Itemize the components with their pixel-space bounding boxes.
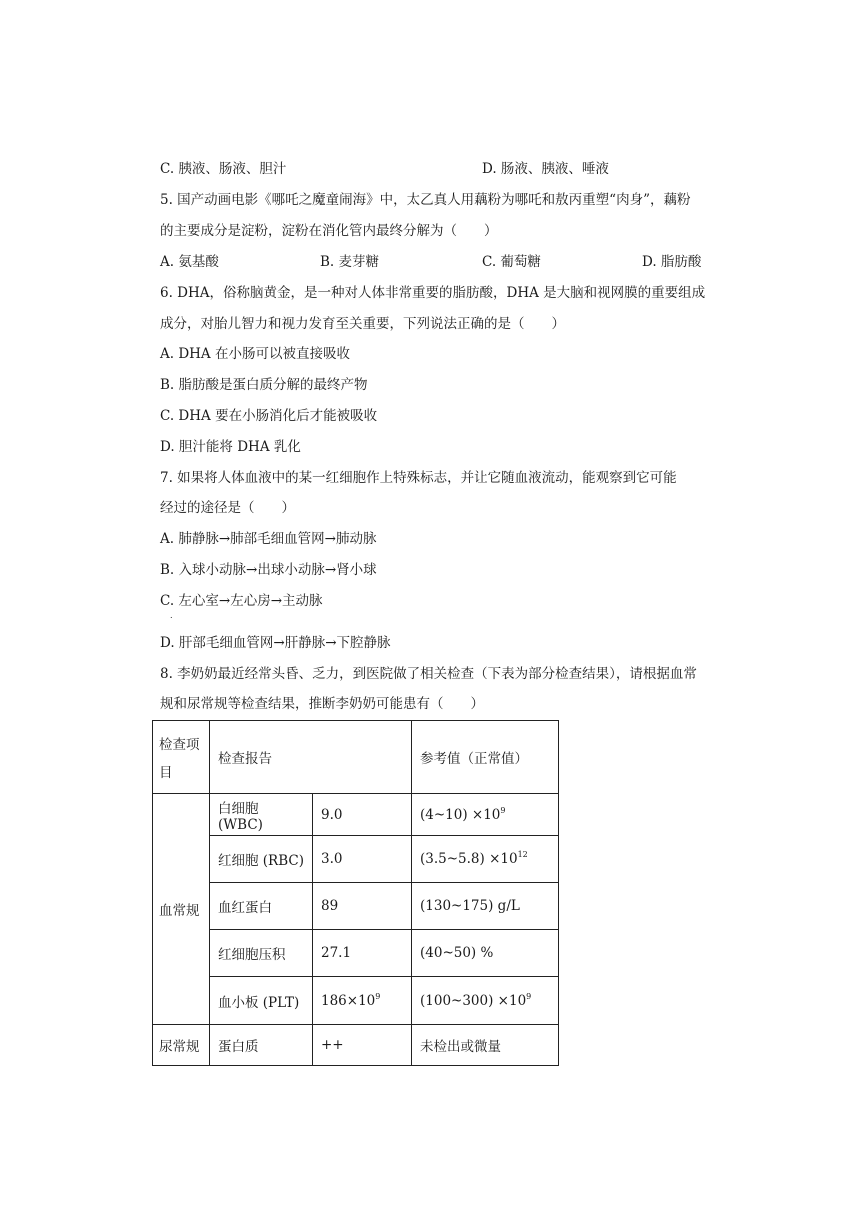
q6-option-a: A. DHA 在小肠可以被直接吸收 [160,346,350,362]
q4-option-d: D. 肠液、胰液、唾液 [482,161,609,177]
q7-option-d: D. 肝部毛细血管网→肝静脉→下腔静脉 [160,635,391,651]
ref-exponent: 12 [517,850,528,859]
q6-option-c: C. DHA 要在小肠消化后才能被吸收 [160,408,378,424]
exam-results-table [152,720,559,1066]
table-row [153,977,559,1025]
q4-option-c: C. 胰液、肠液、胆汁 [160,161,287,177]
table-row [153,836,559,883]
q8-stem-line2: 规和尿常规等检查结果，推断李奶奶可能患有（ ） [160,696,484,712]
ref-text: (3.5~5.8) ×10 [420,851,518,867]
header-item-line1: 检查项 [159,737,200,753]
q5-stem-line2: 的主要成分是淀粉，淀粉在消化管内最终分解为（ ） [160,223,498,239]
stray-mark: . [170,611,173,620]
header-reference-cell: 参考值（正常值） [412,721,559,794]
header-item-line2: 目 [159,765,173,781]
row-name-plt: 血小板 (PLT) [210,977,313,1025]
q5-option-c: C. 葡萄糖 [482,254,541,270]
row-name-protein: 蛋白质 [210,1025,313,1066]
row-name-hemoglobin: 血红蛋白 [210,883,313,930]
q7-stem-line1: 7. 如果将人体血液中的某一红细胞作上特殊标志，并让它随血液流动，能观察到它可能 [160,470,677,486]
table-row [153,794,559,836]
ref-text: (100~300) ×10 [420,992,527,1009]
row-value-plt [313,977,412,1025]
table-row [153,883,559,930]
ref-text: (4~10) ×10 [420,806,501,823]
row-name-hematocrit: 红细胞压积 [210,930,313,977]
q5-option-a: A. 氨基酸 [160,254,219,270]
row-ref-rbc [412,836,559,883]
q5-option-d: D. 脂肪酸 [642,254,702,270]
q6-stem-line2: 成分，对胎儿智力和视力发育至关重要，下列说法正确的是（ ） [160,316,565,332]
row-ref-plt [412,977,559,1025]
row-ref-protein: 未检出或微量 [412,1025,559,1066]
table-row [153,1025,559,1066]
row-ref-wbc [412,794,559,836]
header-item-cell [153,721,210,794]
row-value-hemoglobin: 89 [313,883,412,930]
q7-option-a: A. 肺静脉→肺部毛细血管网→肺动脉 [160,531,377,547]
table-row [153,930,559,977]
value-exponent: 9 [375,991,381,1001]
row-value-rbc: 3.0 [313,836,412,883]
ref-exponent: 9 [500,805,506,815]
row-ref-hemoglobin: (130~175) g/L [412,883,559,930]
blood-routine-group: 血常规 [153,794,210,1025]
ref-exponent: 9 [526,991,532,1001]
q7-option-c: C. 左心室→左心房→主动脉 [160,593,323,609]
value-text: 186×10 [321,992,376,1009]
row-name-rbc: 红细胞 (RBC) [210,836,313,883]
row-value-protein: ++ [313,1025,412,1066]
q5-option-b: B. 麦芽糖 [320,254,380,270]
row-value-wbc: 9.0 [313,794,412,836]
q6-option-d: D. 胆汁能将 DHA 乳化 [160,439,301,455]
q7-stem-line2: 经过的途径是（ ） [160,500,295,516]
table-header-row [153,721,559,794]
urine-routine-group: 尿常规 [153,1025,210,1066]
q8-stem-line1: 8. 李奶奶最近经常头昏、乏力，到医院做了相关检查（下表为部分检查结果），请根据血常 [160,666,697,682]
row-value-hematocrit: 27.1 [313,930,412,977]
q6-option-b: B. 脂肪酸是蛋白质分解的最终产物 [160,377,368,393]
header-report-cell: 检查报告 [210,721,412,794]
q7-option-b: B. 入球小动脉→出球小动脉→肾小球 [160,562,377,578]
q5-stem-line1: 5. 国产动画电影《哪吒之魔童闹海》中，太乙真人用藕粉为哪吒和敖丙重塑“肉身”，藕粉 [160,192,691,208]
row-name-wbc: 白细胞 (WBC) [210,794,313,836]
q6-stem-line1: 6. DHA，俗称脑黄金，是一种对人体非常重要的脂肪酸，DHA 是大脑和视网膜的重要组成 [160,285,706,301]
row-ref-hematocrit: (40~50) % [412,930,559,977]
